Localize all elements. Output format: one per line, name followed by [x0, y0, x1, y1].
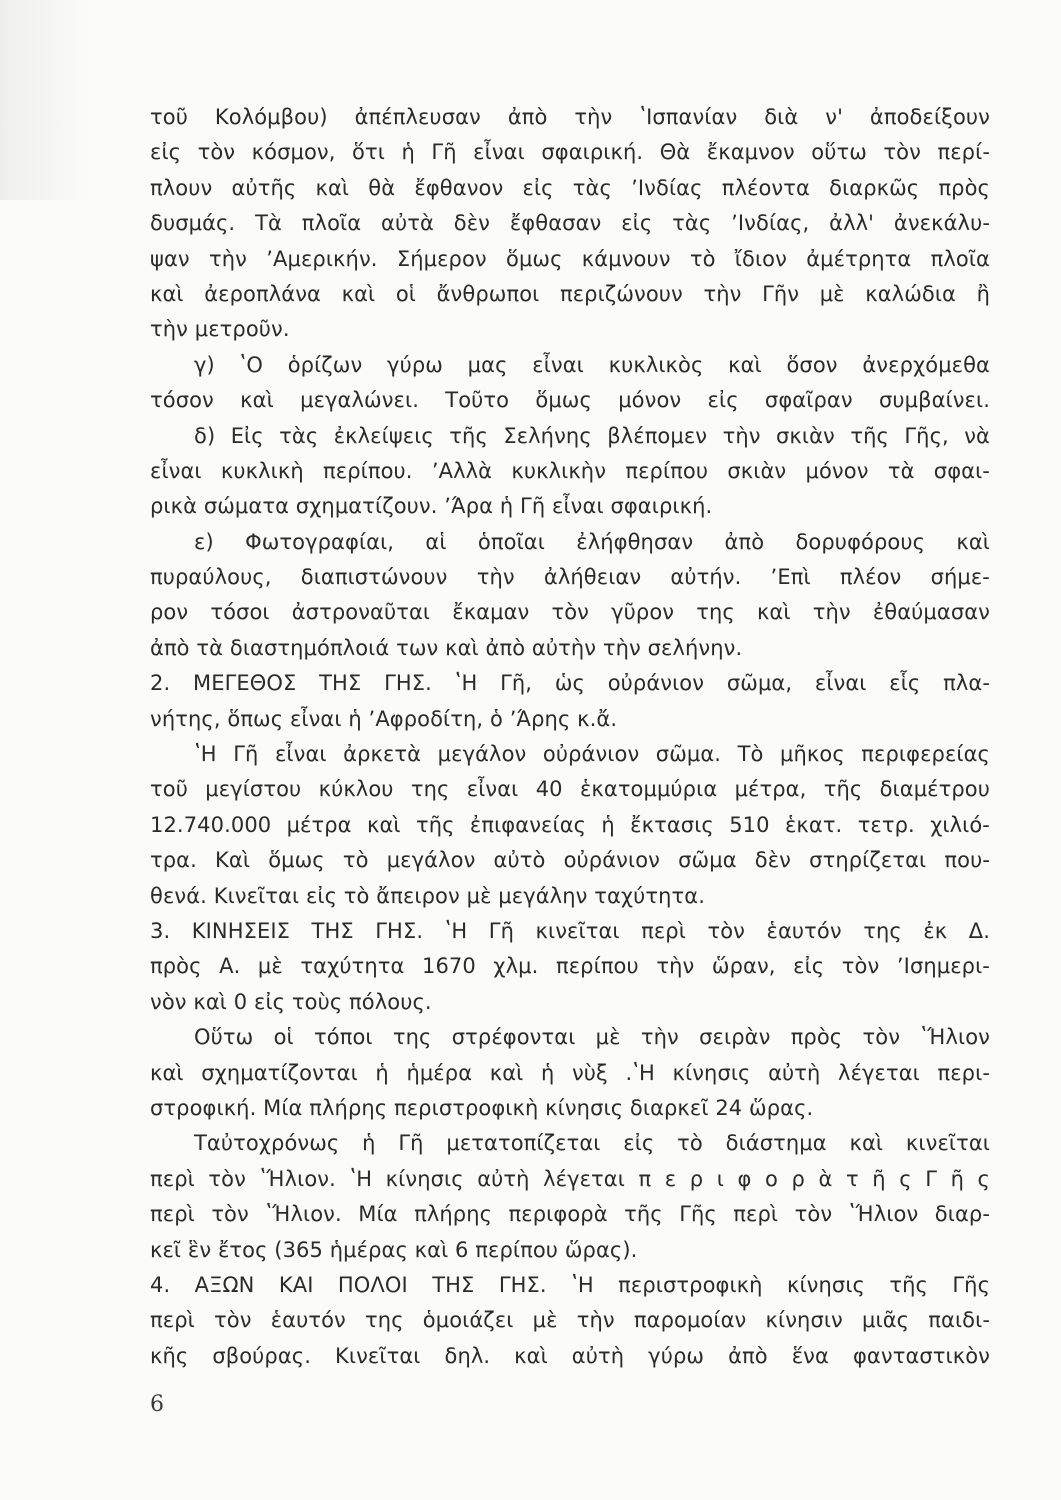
text-line: κῆς σβούρας. Κινεῖται δηλ. καὶ αὐτὴ γύρω ἀπὸ ἕνα φανταστικὸν [150, 1343, 990, 1368]
text-line: καὶ ἀεροπλάνα καὶ οἱ ἄνθρωποι περιζώνουν τὴν Γῆν μὲ καλώδια ἢ [150, 281, 990, 306]
text-line: θενά. Κινεῖται εἰς τὸ ἄπειρον μὲ μεγάλην ταχύτητα. [150, 883, 705, 908]
text-line: πλουν αὐτῆς καὶ θὰ ἔφθανον εἰς τὰς ʼΙνδίας πλέοντα διαρκῶς πρὸς [150, 175, 990, 200]
text-line: πυραύλους, διαπιστώνουν τὴν ἀλήθειαν αὐτήν. ʼΕπὶ πλέον σήμε- [150, 565, 990, 590]
section-heading-line: 3. ΚΙΝΗΣΕΙΣ ΤΗΣ ΓΗΣ. ʽΗ Γῆ κινεῖται περὶ τὸν ἑαυτόν της ἐκ Δ. [150, 918, 990, 943]
page-number: 6 [150, 1392, 164, 1417]
scan-shadow [0, 0, 90, 200]
body-text [150, 100, 990, 1374]
text-line: καὶ σχηματίζονται ἡ ἡμέρα καὶ ἡ νὺξ .ʽΗ κίνησις αὐτὴ λέγεται περι- [150, 1060, 990, 1085]
text-line: ʽΗ Γῆ εἶναι ἀρκετὰ μεγάλον οὐράνιον σῶμα. Τὸ μῆκος περιφερείας [194, 742, 990, 767]
text-line: τόσον καὶ μεγαλώνει. Τοῦτο ὅμως μόνον εἰς σφαῖραν συμβαίνει. [150, 388, 990, 413]
text-line: εἶναι κυκλικὴ περίπου. ʼΑλλὰ κυκλικὴν περίπου σκιὰν μόνον τὰ σφαι- [150, 458, 990, 483]
text-line: δυσμάς. Τὰ πλοῖα αὐτὰ δὲν ἔφθασαν εἰς τὰς ʼΙνδίας, ἀλλ' ἀνεκάλυ- [150, 211, 990, 236]
text-line: ρικὰ σώματα σχηματίζουν. ʼΆρα ἡ Γῆ εἶναι σφαιρική. [150, 494, 713, 519]
text-line: δ) Εἰς τὰς ἐκλείψεις τῆς Σελήνης βλέπομεν τὴν σκιὰν τῆς Γῆς, νὰ [194, 423, 990, 448]
text-line: εἰς τὸν κόσμον, ὅτι ἡ Γῆ εἶναι σφαιρική. Θὰ ἔκαμνον οὕτω τὸν περί- [150, 140, 990, 165]
text-line: νήτης, ὅπως εἶναι ἡ ʼΑφροδίτη, ὁ ʼΆρης κ.ἄ. [150, 706, 618, 731]
text-line: τοῦ Κολόμβου) ἀπέπλευσαν ἀπὸ τὴν ʽΙσπανίαν διὰ ν' ἀποδείξουν [150, 105, 990, 129]
text-line: τοῦ μεγίστου κύκλου της εἶναι 40 ἑκατομμύρια μέτρα, τῆς διαμέτρου [150, 777, 990, 802]
text-line: Οὕτω οἱ τόποι της στρέφονται μὲ τὴν σειρὰν πρὸς τὸν ʽΉλιον [194, 1025, 990, 1050]
text-line: περὶ τὸν ʽΉλιον. ʽΗ κίνησις αὐτὴ λέγεται π ε ρ ι φ ο ρ ὰ τ ῆ ς Γ ῆ ς [150, 1166, 990, 1191]
text-line: 12.740.000 μέτρα καὶ τῆς ἐπιφανείας ἡ ἔκτασις 510 ἑκατ. τετρ. χιλιό- [150, 812, 990, 837]
text-line: ἀπὸ τὰ διαστημόπλοιά των καὶ ἀπὸ αὐτὴν τὴν σελήνην. [150, 635, 743, 660]
text-line: γ) ʽΟ ὁρίζων γύρω μας εἶναι κυκλικὸς καὶ ὅσον ἀνερχόμεθα [194, 352, 990, 377]
text-line: πρὸς Α. μὲ ταχύτητα 1670 χλμ. περίπου τὴν ὥραν, εἰς τὸν ʼΙσημερι- [150, 954, 990, 979]
text-line: ψαν τὴν ʼΑμερικήν. Σήμερον ὅμως κάμνουν τὸ ἴδιον ἀμέτρητα πλοῖα [150, 246, 990, 271]
section-heading-line: 2. ΜΕΓΕΘΟΣ ΤΗΣ ΓΗΣ. ʽΗ Γῆ, ὡς οὐράνιον σῶμα, εἶναι εἷς πλα- [150, 671, 990, 696]
text-line: τὴν μετροῦν. [150, 317, 290, 342]
text-line: ρον τόσοι ἀστροναῦται ἔκαμαν τὸν γῦρον της καὶ τὴν ἐθαύμασαν [150, 600, 990, 625]
text-line: περὶ τὸν ἑαυτόν της ὁμοιάζει μὲ τὴν παρομοίαν κίνησιν μιᾶς παιδι- [150, 1308, 990, 1333]
section-heading-line: 4. ΑΞΩΝ ΚΑΙ ΠΟΛΟΙ ΤΗΣ ΓΗΣ. ʽΗ περιστροφικὴ κίνησις τῆς Γῆς [150, 1272, 990, 1297]
text-line: στροφική. Μία πλήρης περιστροφικὴ κίνησις διαρκεῖ 24 ὥρας. [150, 1095, 814, 1120]
text-line: περὶ τὸν ʽΉλιον. Μία πλήρης περιφορὰ τῆς Γῆς περὶ τὸν ʽΉλιον διαρ- [150, 1202, 990, 1227]
text-line: νὸν καὶ 0 εἰς τοὺς πόλους. [150, 989, 432, 1014]
text-line: τρα. Καὶ ὅμως τὸ μεγάλον αὐτὸ οὐράνιον σῶμα δὲν στηρίζεται που- [150, 848, 990, 873]
text-line: κεῖ ἓν ἔτος (365 ἡμέρας καὶ 6 περίπου ὥρας). [150, 1237, 638, 1262]
text-line: ε) Φωτογραφίαι, αἱ ὁποῖαι ἐλήφθησαν ἀπὸ δορυφόρους καὶ [194, 529, 990, 554]
text-line: Ταὐτοχρόνως ἡ Γῆ μετατοπίζεται εἰς τὸ διάστημα καὶ κινεῖται [194, 1131, 990, 1156]
